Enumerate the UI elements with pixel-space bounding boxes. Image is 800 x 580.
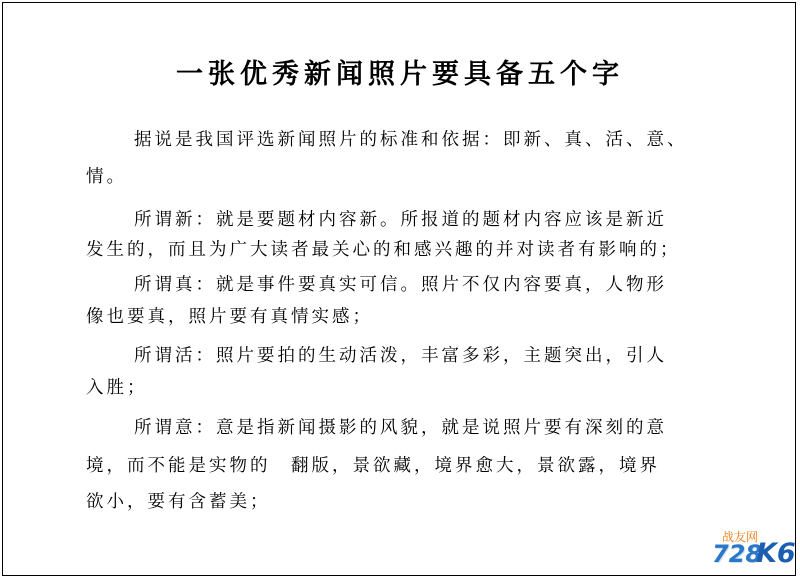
live-line-2: 入胜；: [86, 378, 148, 398]
true-line-2: 像也要真，照片要有真情实感；: [86, 307, 373, 327]
meaning-line-2: 境，而不能是实物的 翻版，景欲藏，境界愈大，景欲露，境界: [86, 456, 660, 476]
true-line-1: 所谓真：就是事件要真实可信。照片不仅内容要真，人物形: [134, 275, 667, 295]
watermark-logo: [706, 528, 796, 574]
new-line-1: 所谓新：就是要题材内容新。所报道的题材内容应该是新近: [134, 210, 667, 230]
watermark-number: 728: [712, 540, 763, 568]
page-title: 一张优秀新闻照片要具备五个字: [176, 59, 624, 90]
live-line-1: 所谓活：照片要拍的生动活泼，丰富多彩，主题突出，引人: [134, 346, 667, 366]
watermark-suffix: K6: [756, 538, 796, 569]
meaning-line-3: 欲小，要有含蓄美；: [86, 492, 271, 512]
new-line-2: 发生的，而且为广大读者最关心的和感兴趣的并对读者有影响的；: [86, 240, 681, 260]
intro-line-1: 据说是我国评选新闻照片的标准和依据：即新、真、活、意、: [134, 130, 688, 150]
intro-line-2: 情。: [86, 167, 127, 187]
meaning-line-1: 所谓意：意是指新闻摄影的风貌，就是说照片要有深刻的意: [134, 418, 667, 438]
watermark-site: 战友网: [722, 530, 759, 544]
